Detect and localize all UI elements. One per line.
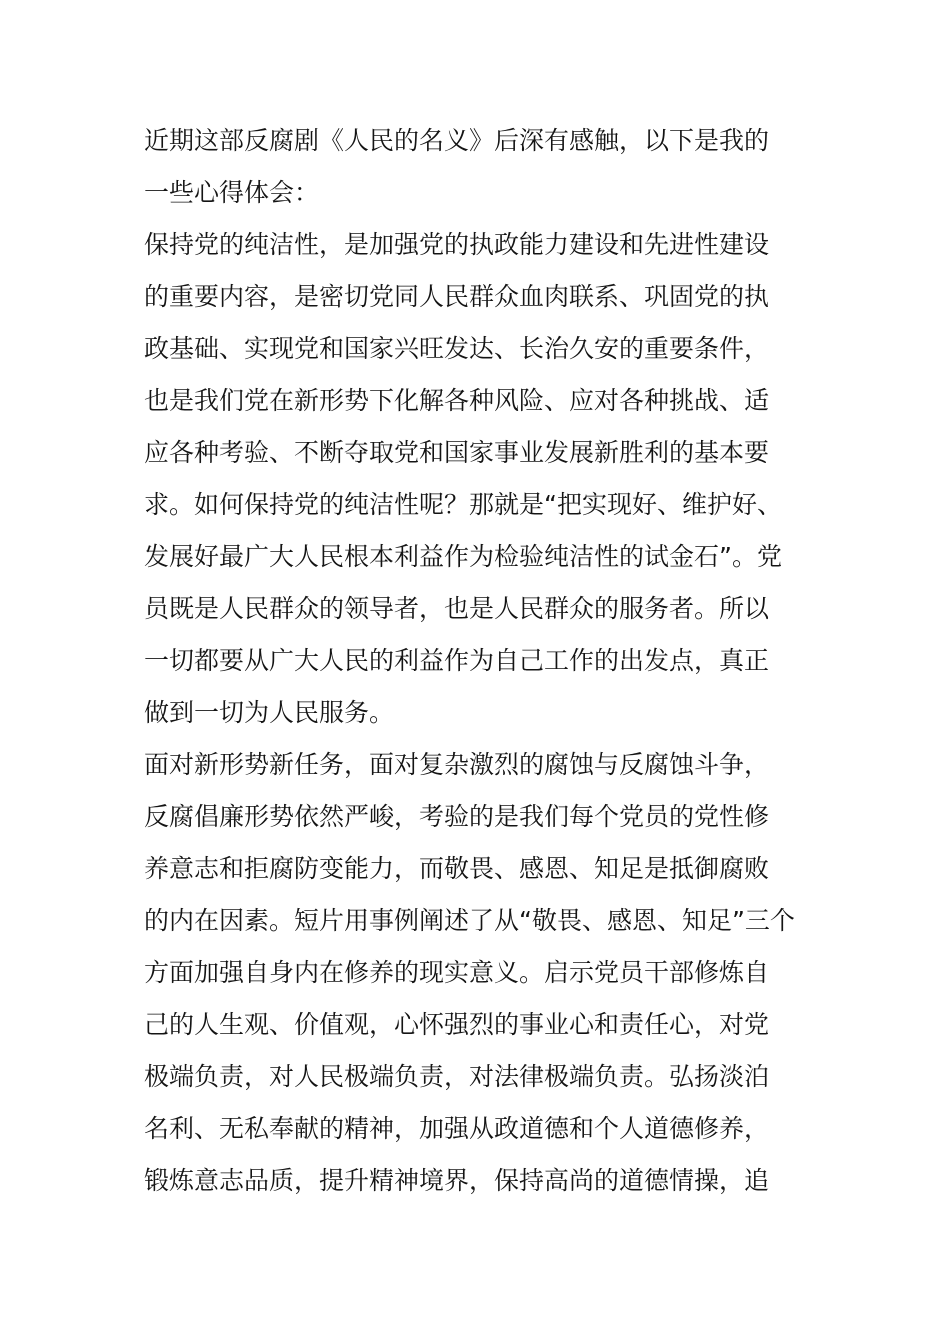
text-line: 方面加强自身内在修养的现实意义。启示党员干部修炼自 — [144, 958, 770, 987]
text-line: 极端负责，对人民极端负责，对法律极端负责。弘扬淡泊 — [144, 1062, 770, 1091]
text-line: 养意志和拒腐防变能力，而敬畏、感恩、知足是抵御腐败 — [144, 854, 770, 883]
text-line: 做到一切为人民服务。 — [144, 698, 395, 727]
text-line: 反腐倡廉形势依然严峻，考验的是我们每个党员的党性修 — [144, 802, 770, 831]
text-line: 名利、无私奉献的精神，加强从政道德和个人道德修养， — [144, 1114, 770, 1143]
text-line: 的重要内容，是密切党同人民群众血肉联系、巩固党的执 — [144, 282, 770, 311]
text-line: 一切都要从广大人民的利益作为自己工作的出发点，真正 — [144, 646, 770, 675]
text-line: 近期这部反腐剧《人民的名义》后深有感触，以下是我的 — [144, 126, 770, 155]
text-line: 员既是人民群众的领导者，也是人民群众的服务者。所以 — [144, 594, 770, 623]
text-line: 的内在因素。短片用事例阐述了从“敬畏、感恩、知足”三个 — [144, 906, 795, 935]
text-line: 求。如何保持党的纯洁性呢？那就是“把实现好、维护好、 — [144, 490, 782, 519]
text-line: 也是我们党在新形势下化解各种风险、应对各种挑战、适 — [144, 386, 770, 415]
text-line: 政基础、实现党和国家兴旺发达、长治久安的重要条件， — [144, 334, 770, 363]
text-line: 面对新形势新任务，面对复杂激烈的腐蚀与反腐蚀斗争， — [144, 750, 770, 779]
text-line: 锻炼意志品质，提升精神境界，保持高尚的道德情操，追 — [144, 1166, 770, 1195]
text-line: 一些心得体会： — [144, 178, 320, 207]
text-line: 应各种考验、不断夺取党和国家事业发展新胜利的基本要 — [144, 438, 770, 467]
text-line: 己的人生观、价值观，心怀强烈的事业心和责任心，对党 — [144, 1010, 770, 1039]
text-line: 发展好最广大人民根本利益作为检验纯洁性的试金石”。党 — [144, 542, 782, 571]
text-line: 保持党的纯洁性，是加强党的执政能力建设和先进性建设 — [144, 230, 770, 259]
